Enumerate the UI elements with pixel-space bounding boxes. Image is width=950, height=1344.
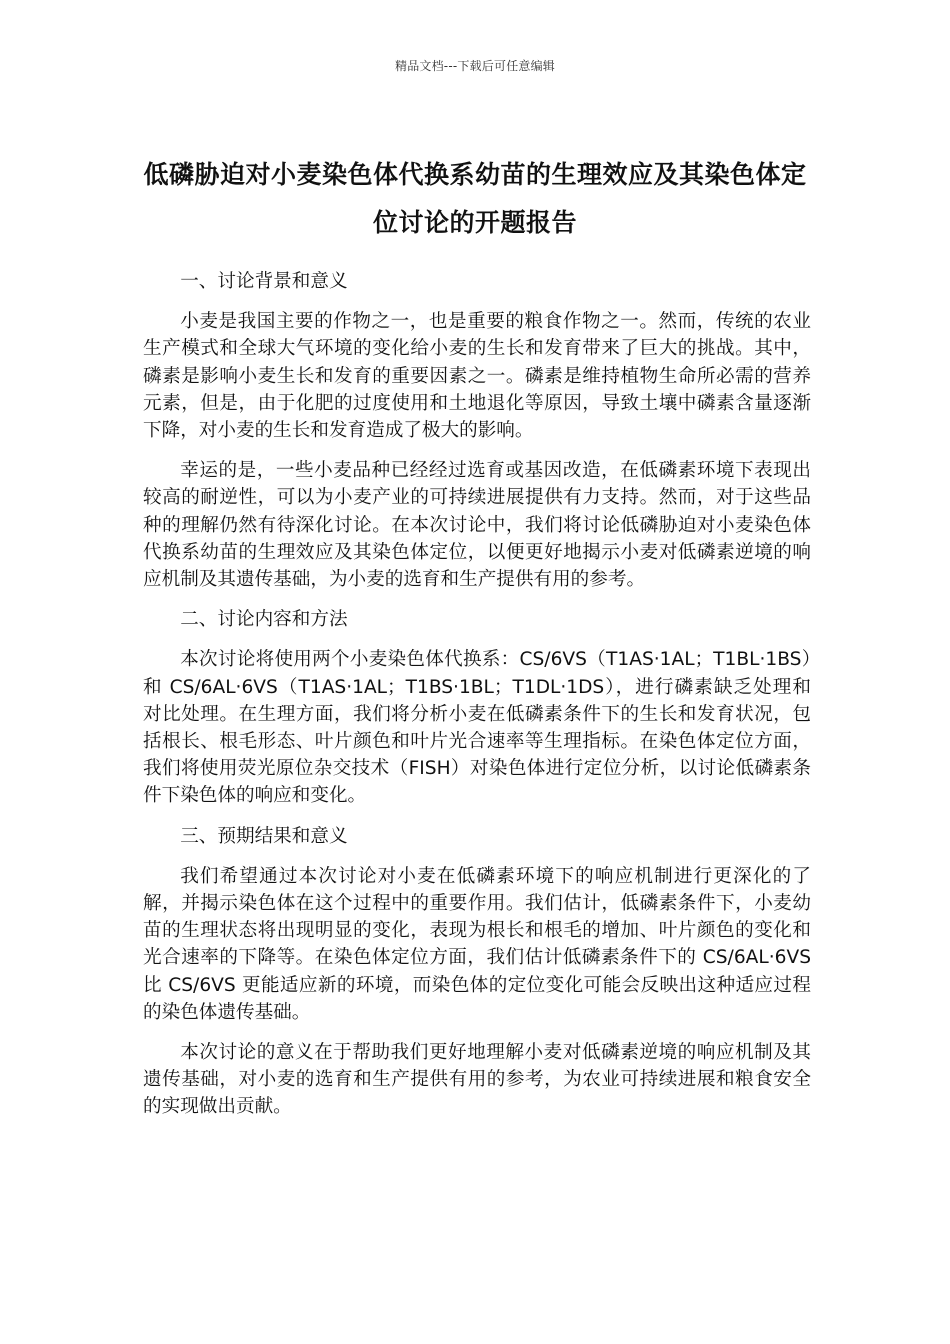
section-heading-methods: 二、讨论内容和方法 — [180, 609, 348, 631]
document-title: 低磷胁迫对小麦染色体代换系幼苗的生理效应及其染色体定位讨论的开题报告 — [143, 159, 807, 237]
paragraph: 本次讨论将使用两个小麦染色体代换系：CS/6VS（T1AS·1AL；T1BL·1BS）和 CS/6AL·6VS（T1AS·1AL；T1BS·1BL；T1DL·1DS），进行磷素缺乏处理和对比处理。在生理方面，我们将分析小麦在低磷素条件下的生长和发育状况，包括根长、根毛形态、叶片颜色和叶片光合速率等生理指标。在染色体定位方面，我们将使用荧光原位杂交技术（FISH）对染色体进行定位分析，以讨论低磷素条件下染色体的响应和变化。 — [143, 649, 811, 807]
paragraph: 我们希望通过本次讨论对小麦在低磷素环境下的响应机制进行更深化的了解，并揭示染色体在这个过程中的重要作用。我们估计，低磷素条件下，小麦幼苗的生理状态将出现明显的变化，表现为根长和根毛的增加、叶片颜色的变化和光合速率的下降等。在染色体定位方面，我们估计低磷素条件下的 CS/6AL·6VS 比 CS/6VS 更能适应新的环境，而染色体的定位变化可能会反映出这种适应过程的染色体遗传基础。 — [143, 865, 811, 1023]
section-heading-expected-results: 三、预期结果和意义 — [180, 825, 348, 847]
document-body — [143, 268, 811, 1134]
paragraph: 小麦是我国主要的作物之一，也是重要的粮食作物之一。然而，传统的农业生产模式和全球大气环境的变化给小麦的生长和发育带来了巨大的挑战。其中，磷素是影响小麦生长和发育的重要因素之一。磷素是维持植物生命所必需的营养元素，但是，由于化肥的过度使用和土地退化等原因，导致土壤中磷素含量逐渐下降，对小麦的生长和发育造成了极大的影响。 — [143, 311, 811, 442]
paragraph: 幸运的是，一些小麦品种已经经过选育或基因改造，在低磷素环境下表现出较高的耐逆性，可以为小麦产业的可持续进展提供有力支持。然而，对于这些品种的理解仍然有待深化讨论。在本次讨论中，我们将讨论低磷胁迫对小麦染色体代换系幼苗的生理效应及其染色体定位，以便更好地揭示小麦对低磷素逆境的响应机制及其遗传基础，为小麦的选育和生产提供有用的参考。 — [143, 460, 811, 591]
header-note: 精品文档---下载后可任意编辑 — [395, 59, 555, 73]
paragraph: 本次讨论的意义在于帮助我们更好地理解小麦对低磷素逆境的响应机制及其遗传基础，对小麦的选育和生产提供有用的参考，为农业可持续进展和粮食安全的实现做出贡献。 — [143, 1042, 811, 1118]
section-heading-background: 一、讨论背景和意义 — [180, 271, 348, 292]
